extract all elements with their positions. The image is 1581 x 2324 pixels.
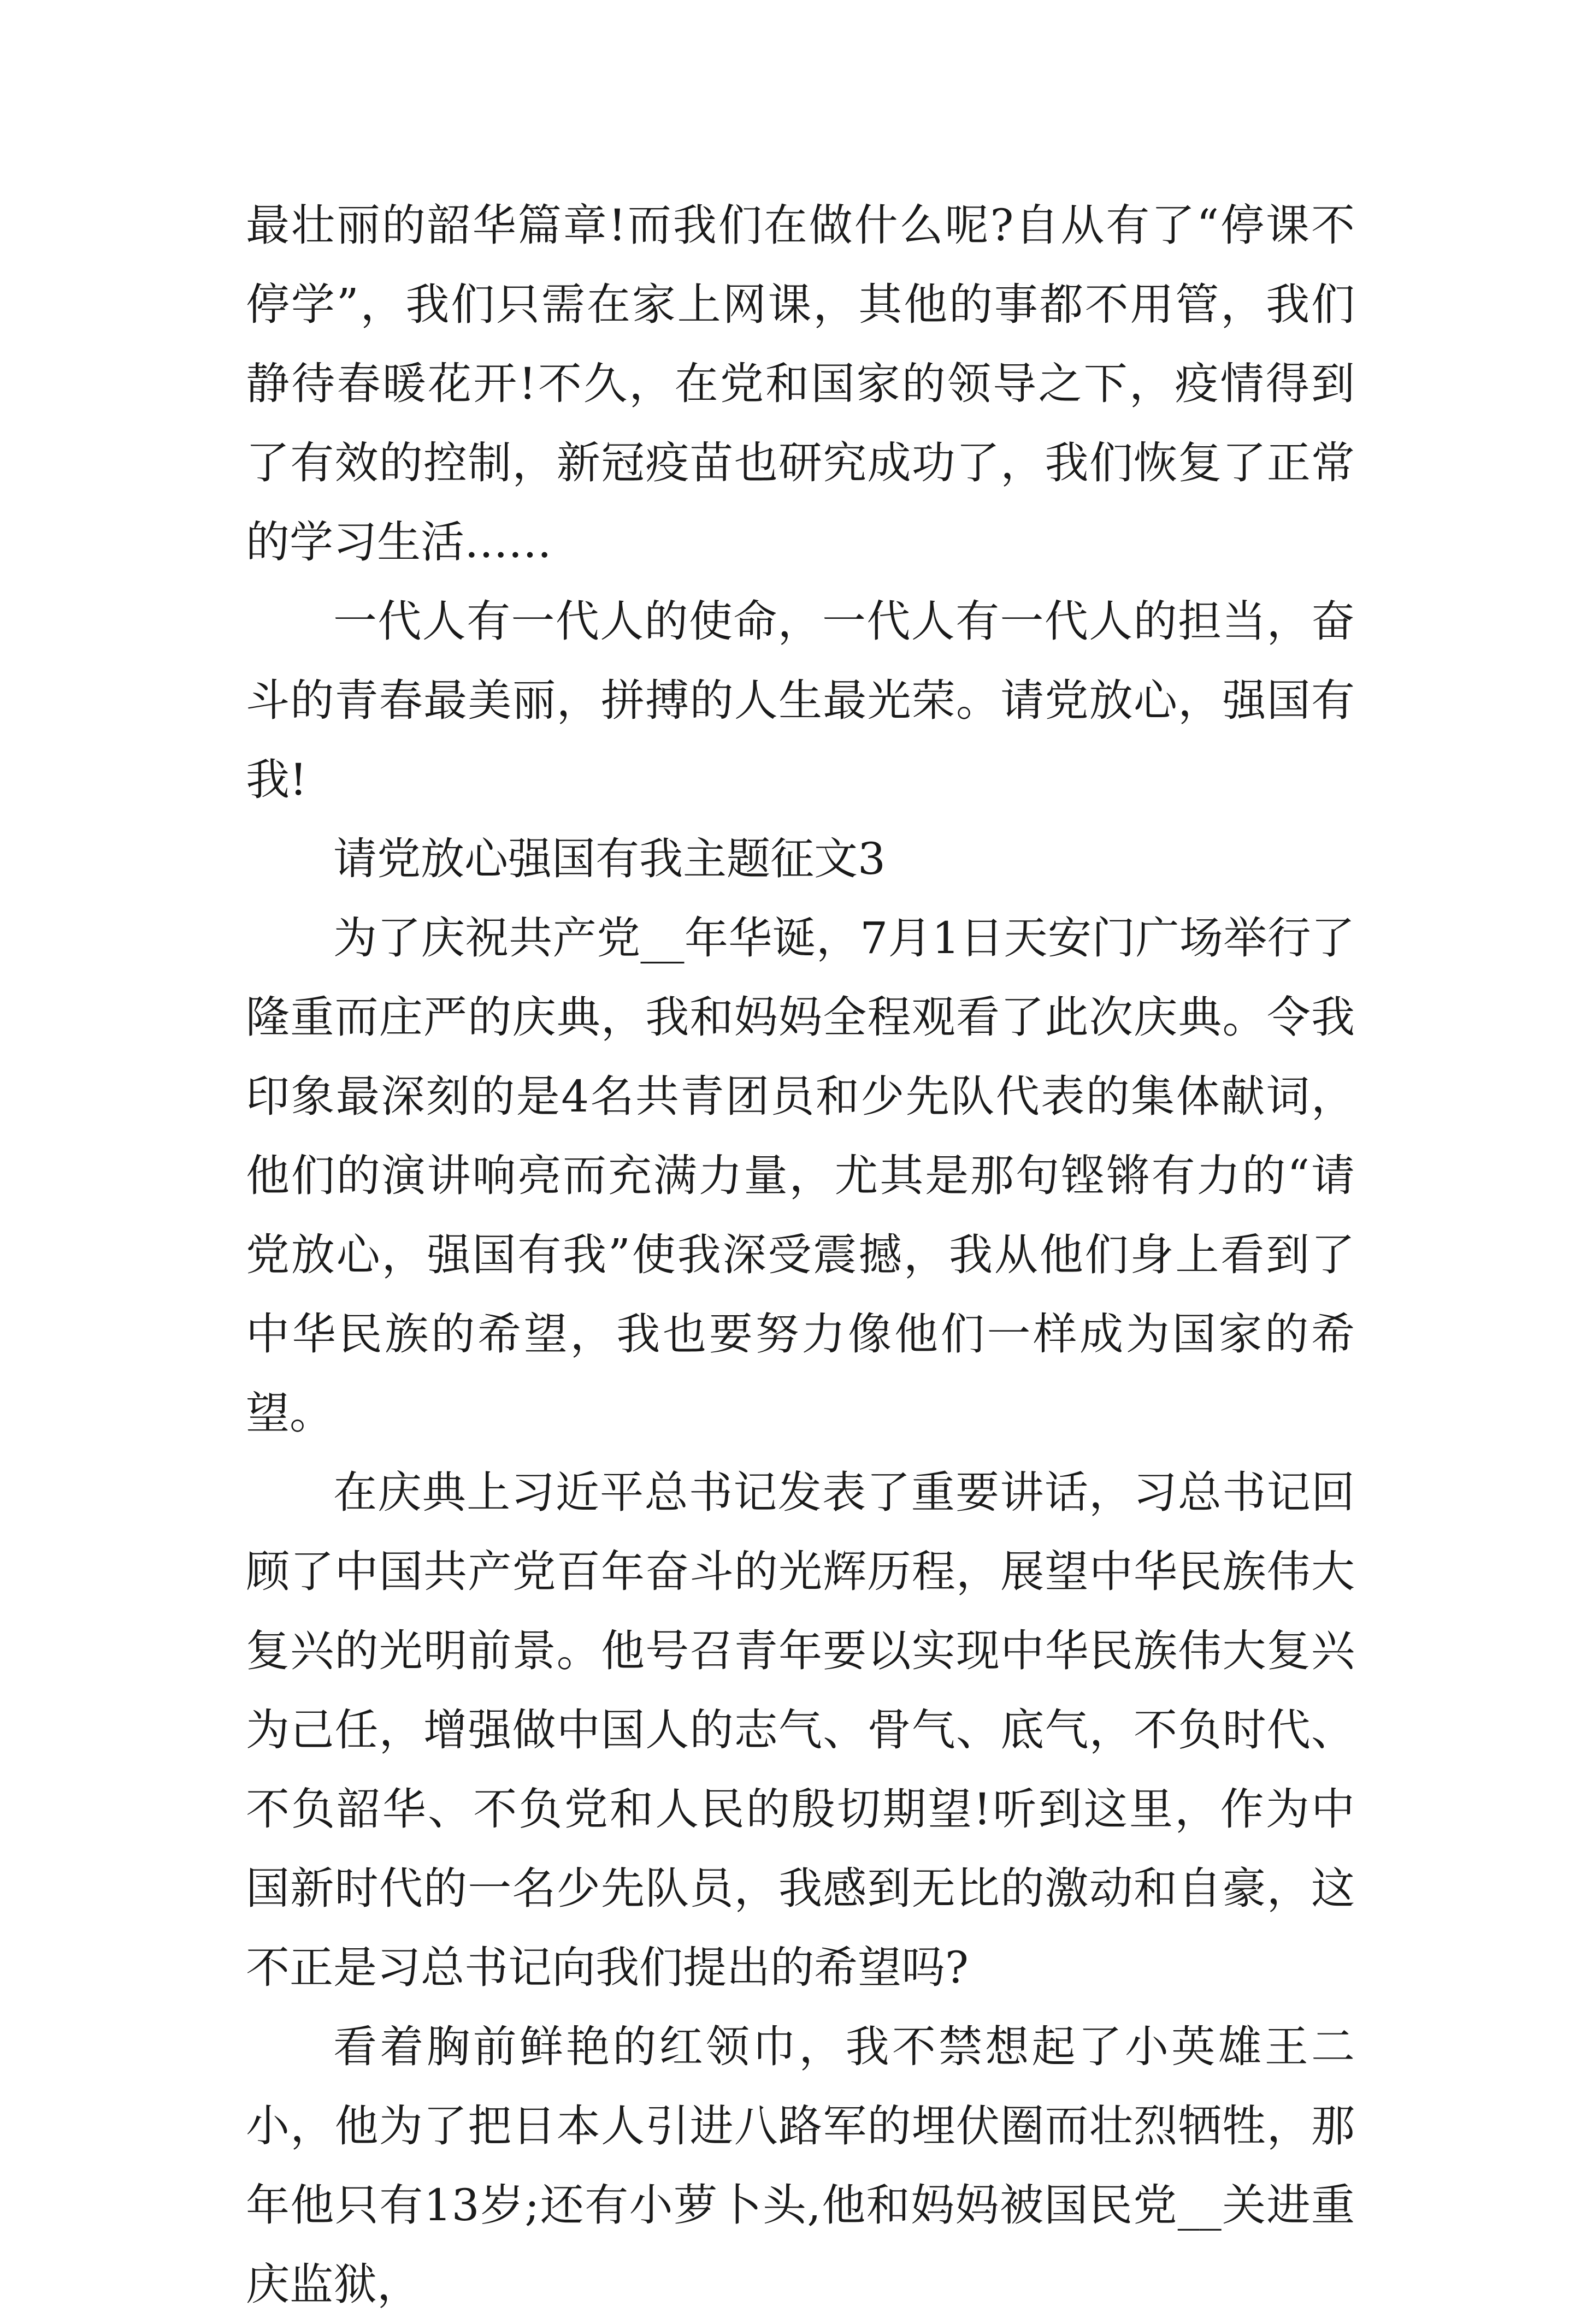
section-heading: 请党放心强国有我主题征文3: [333, 833, 886, 884]
paragraph-celebration: 为了庆祝共产党__年华诞，7月1日天安门广场举行了隆重而庄严的庆典，我和妈妈全程观看了此次庆典。令我印象最深刻的是4名共青团员和少先队代表的集体献词，他们的演讲响亮而充满力量，尤其是那句铿锵有力的“请党放心，强国有我”使我深受震撼，我从他们身上看到了中华民族的希望，我也要努力像他们一样成为国家的希望。: [246, 913, 1355, 1439]
paragraph-closing: 一代人有一代人的使命，一代人有一代人的担当，奋斗的青春最美丽，拼搏的人生最光荣。请党放心，强国有我!: [246, 596, 1355, 805]
paragraph-speech: 在庆典上习近平总书记发表了重要讲话，习总书记回顾了中国共产党百年奋斗的光辉历程，展望中华民族伟大复兴的光明前景。他号召青年要以实现中华民族伟大复兴为己任，增强做中国人的志气、骨气、底气，不负时代、不负韶华、不负党和人民的殷切期望!听到这里，作为中国新时代的一名少先队员，我感到无比的激动和自豪，这不正是习总书记向我们提出的希望吗?: [246, 1467, 1355, 1993]
document-body: [246, 186, 1355, 2324]
paragraph-heroes: 看着胸前鲜艳的红领巾，我不禁想起了小英雄王二小，他为了把日本人引进八路军的埋伏圈而壮烈牺牲，那年他只有13岁;还有小萝卜头,他和妈妈被国民党__关进重庆监狱，: [246, 2021, 1355, 2310]
paragraph-continuation: 最壮丽的韶华篇章!而我们在做什么呢?自从有了“停课不停学”，我们只需在家上网课，其他的事都不用管，我们静待春暖花开!不久，在党和国家的领导之下，疫情得到了有效的控制，新冠疫苗也研究成功了，我们恢复了正常的学习生活……: [246, 200, 1355, 567]
